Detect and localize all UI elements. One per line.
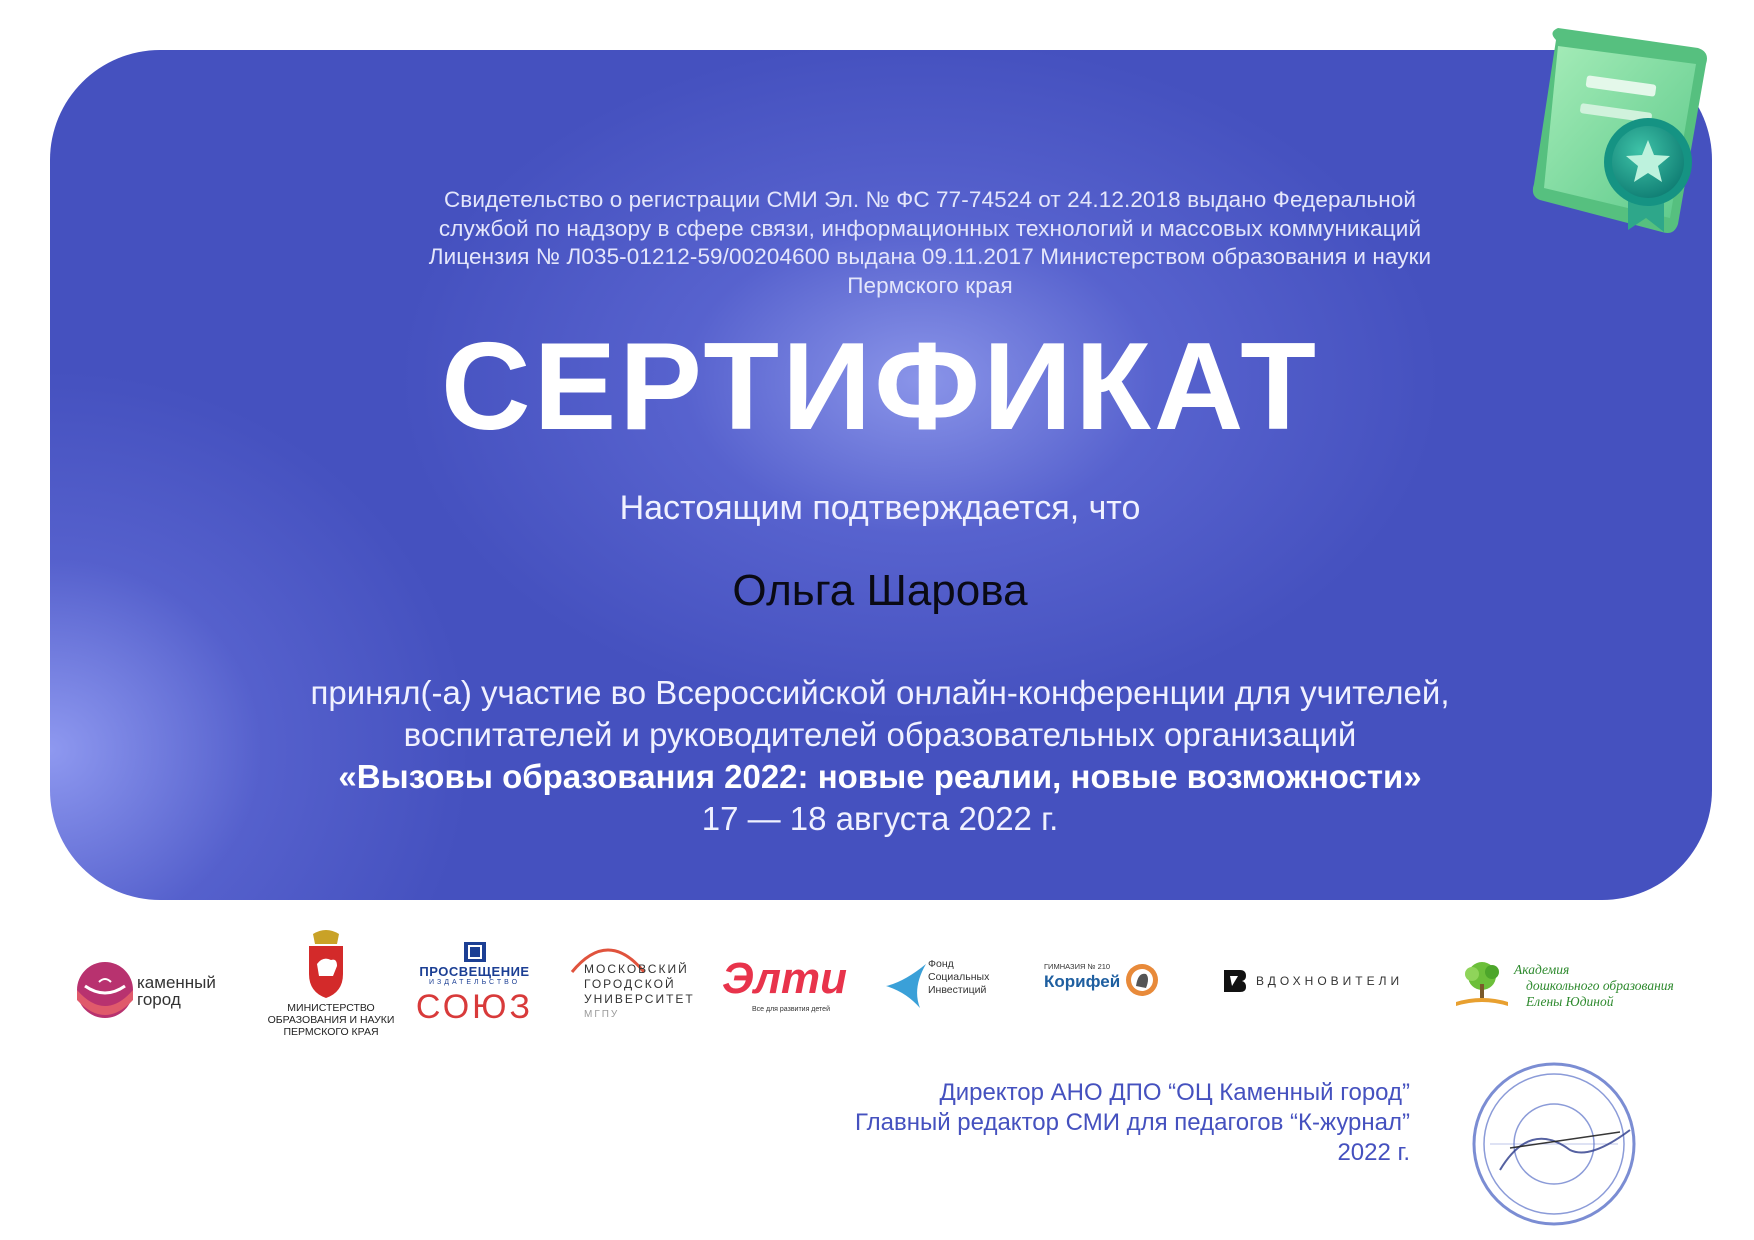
- elti-tagline: Все для развития детей: [752, 1006, 830, 1013]
- certificate-icon: [1528, 12, 1728, 252]
- registration-line: службой по надзору в сфере связи, информационных технологий и массовых коммуникаций: [438, 215, 1422, 241]
- mgpu-line-2: ГОРОДСКОЙ: [584, 977, 676, 991]
- conference-title: «Вызовы образования 2022: новые реалии, новые возможности»: [338, 758, 1422, 795]
- academy-line-3: Елены Юдиной: [1526, 994, 1614, 1009]
- signature-line-2: Главный редактор СМИ для педагогов “К-журнал”: [854, 1109, 1410, 1136]
- logo-academy: [1452, 960, 1682, 1020]
- confirmation-text: Настоящим подтверждается, что: [619, 489, 1141, 527]
- logo-elti: [722, 954, 852, 1024]
- registration-line: Пермского края: [847, 272, 1013, 298]
- logo-korifey: [1044, 962, 1164, 1012]
- korifey-portrait-icon: [1124, 962, 1160, 998]
- logo-ministry: [256, 930, 406, 1040]
- signature-block: [700, 1078, 1410, 1168]
- fond-line-1: Фонд: [928, 958, 954, 970]
- vdohnoviteli-b-icon: [1222, 968, 1248, 994]
- participation-text: [180, 672, 1580, 840]
- recipient-name: Ольга Шарова: [732, 566, 1028, 615]
- partner-logos: [0, 930, 1754, 1050]
- mgpu-line-4: МГПУ: [584, 1009, 620, 1020]
- prosveshchenie-sub: ИЗДАТЕЛЬСТВО: [428, 979, 521, 986]
- registration-info: [350, 186, 1510, 300]
- logo-vdohnoviteli: [1222, 968, 1402, 998]
- perm-coat-of-arms-icon: [301, 930, 351, 1000]
- kamenny-gorod-line-1: каменный: [137, 973, 216, 992]
- elti-name: Элти: [722, 954, 847, 1003]
- conference-dates: 17 — 18 августа 2022 г.: [701, 800, 1059, 837]
- kamenny-gorod-icon: [75, 960, 135, 1020]
- official-stamp-icon: [1470, 1060, 1638, 1228]
- signature-line-1: Директор АНО ДПО “ОЦ Каменный город”: [939, 1079, 1410, 1106]
- mgpu-line-1: МОСКОВСКИЙ: [584, 962, 689, 976]
- signature-line-3: 2022 г.: [1337, 1139, 1410, 1166]
- fond-line-2: Социальных: [928, 971, 990, 983]
- ministry-line-2: ОБРАЗОВАНИЯ И НАУКИ: [267, 1014, 395, 1026]
- logo-mgpu: [568, 936, 698, 1036]
- prosveshchenie-label: ПРОСВЕЩЕНИЕ: [419, 964, 530, 979]
- participation-line-1: принял(-а) участие во Всероссийской онлайн-конференции для учителей,: [310, 674, 1450, 711]
- fond-bird-icon: [884, 962, 928, 1010]
- mgpu-line-3: УНИВЕРСИТЕТ: [584, 992, 695, 1006]
- academy-line-1: Академия: [1514, 962, 1570, 977]
- academy-tree-icon: [1452, 960, 1512, 1010]
- participation-line-2: воспитателей и руководителей образовательных организаций: [403, 716, 1357, 753]
- ministry-line-3: ПЕРМСКОГО КРАЯ: [283, 1026, 379, 1038]
- certificate-title: СЕРТИФИКАТ: [441, 318, 1319, 456]
- registration-line: Лицензия № Л035-01212-59/00204600 выдана 09.11.2017 Министерством образования и науки: [428, 244, 1432, 269]
- logo-fond: [884, 954, 1004, 1024]
- ministry-line-1: МИНИСТЕРСТВО: [287, 1002, 375, 1014]
- logo-prosveshchenie-soyuz: [412, 942, 542, 1032]
- prosveshchenie-book-icon: [464, 942, 486, 962]
- vdohnoviteli-name: ВДОХНОВИТЕЛИ: [1256, 974, 1404, 988]
- korifey-name: Корифей: [1044, 972, 1121, 991]
- registration-line: Свидетельство о регистрации СМИ Эл. № ФС 77-74524 от 24.12.2018 выдано Федеральной: [443, 187, 1417, 212]
- academy-line-2: дошкольного образования: [1526, 978, 1674, 993]
- soyuz-label: СОЮЗ: [415, 988, 534, 1026]
- fond-line-3: Инвестиций: [928, 984, 987, 996]
- kamenny-gorod-line-2: город: [137, 990, 181, 1009]
- logo-kamenny-gorod: [75, 960, 245, 1030]
- korifey-top: ГИМНАЗИЯ № 210: [1044, 962, 1111, 971]
